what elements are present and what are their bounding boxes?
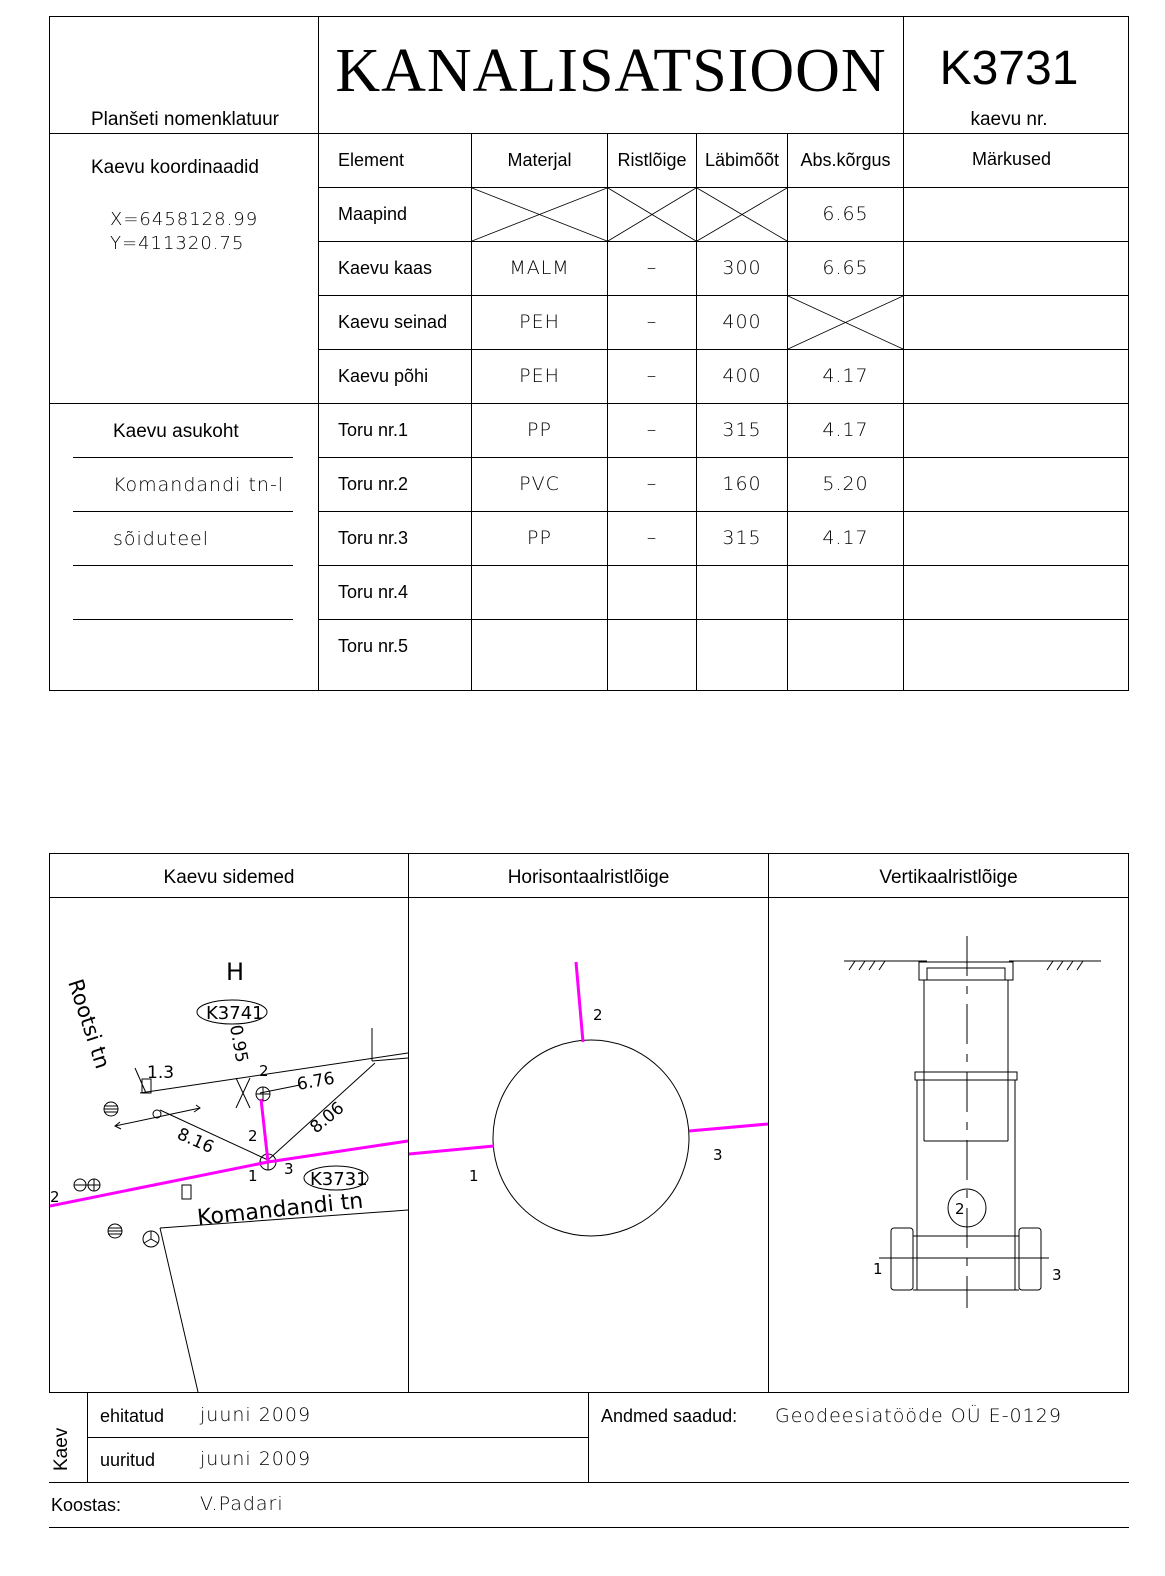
col-elevation: Abs.kõrgus <box>800 150 891 170</box>
row-element: Kaevu seinad <box>338 312 448 332</box>
v-label-2: 2 <box>955 1200 965 1218</box>
page-title: KANALISATSIOON <box>335 37 887 105</box>
coordinate-x: X=6458128.99 <box>110 209 259 230</box>
row-diameter: 400 <box>722 311 762 333</box>
author-label: Koostas: <box>51 1495 122 1515</box>
row-element: Maapind <box>338 204 408 224</box>
row-diameter: 400 <box>722 365 762 387</box>
cross-marks <box>0 0 1165 700</box>
row-material: PEH <box>519 365 560 387</box>
row-section: – <box>646 311 658 333</box>
location-label: Kaevu asukoht <box>113 421 239 442</box>
vertical-section <box>769 898 1128 1392</box>
dim-806: 8.06 <box>306 1098 349 1138</box>
pipe-mark-2b: 2 <box>259 1062 269 1080</box>
row-diameter: 315 <box>722 527 762 549</box>
row-section: – <box>646 365 658 387</box>
source-value: Geodeesiatööde OÜ E-0129 <box>775 1405 1062 1427</box>
built-value: juuni 2009 <box>200 1404 312 1426</box>
row-diameter: 160 <box>722 473 762 495</box>
dim-095: 0.95 <box>225 1023 252 1065</box>
plansheet-label: Planšeti nomenklatuur <box>91 109 279 130</box>
h-label-3: 3 <box>713 1146 723 1164</box>
row-section: – <box>646 527 658 549</box>
row-elevation: 4.17 <box>822 365 869 387</box>
row-material: PP <box>527 527 552 549</box>
well-no-label: kaevu nr. <box>970 109 1048 130</box>
site-sketch <box>50 898 408 1392</box>
row-diameter: 315 <box>722 419 762 441</box>
well-label-k3731: K3731 <box>310 1169 368 1190</box>
row-elevation: 5.20 <box>822 473 869 495</box>
inspected-value: juuni 2009 <box>200 1448 312 1470</box>
row-element: Toru nr.1 <box>338 420 409 440</box>
row-element: Toru nr.2 <box>338 474 409 494</box>
col-material: Materjal <box>507 150 572 170</box>
col-diameter: Läbimõõt <box>704 150 780 170</box>
pipe-mark-3: 3 <box>284 1160 294 1178</box>
row-element: Toru nr.4 <box>338 582 409 602</box>
pipe-mark-1: 1 <box>248 1167 258 1185</box>
panel-title-vertical: Vertikaalristlõige <box>879 867 1018 888</box>
col-section: Ristlõige <box>617 150 687 170</box>
h-label-1: 1 <box>469 1167 479 1185</box>
dim-13: 1.3 <box>147 1063 175 1083</box>
location-line-1: Komandandi tn-l <box>113 474 285 496</box>
location-line-2: sõiduteel <box>113 528 210 550</box>
row-element: Toru nr.3 <box>338 528 409 548</box>
row-element: Toru nr.5 <box>338 636 409 656</box>
row-material: MALM <box>509 257 570 279</box>
panel-title-horizontal: Horisontaalristlõige <box>507 867 670 888</box>
street-komandandi: Komandandi tn <box>196 1188 365 1231</box>
h-mark: H <box>226 958 245 986</box>
v-label-1: 1 <box>873 1260 883 1278</box>
row-material: PVC <box>519 473 560 495</box>
row-section: – <box>646 257 658 279</box>
coordinates-label: Kaevu koordinaadid <box>91 157 259 178</box>
row-material: PP <box>527 419 552 441</box>
panel-title-sidemed: Kaevu sidemed <box>163 867 295 888</box>
well-label-k3741: K3741 <box>206 1003 264 1024</box>
pipe-mark-2: 2 <box>248 1127 258 1145</box>
col-element: Element <box>338 150 405 170</box>
kaev-label: Kaev <box>51 1427 72 1471</box>
pipe-mark-edge: 2 <box>50 1188 60 1206</box>
dim-676: 6.76 <box>295 1068 337 1095</box>
source-label: Andmed saadud: <box>601 1406 738 1426</box>
row-elevation: 6.65 <box>822 203 869 225</box>
coordinate-y: Y=411320.75 <box>110 233 245 254</box>
row-section: – <box>646 473 658 495</box>
h-label-2: 2 <box>593 1006 603 1024</box>
horizontal-section <box>409 898 768 1392</box>
built-label: ehitatud <box>100 1406 165 1426</box>
v-label-3: 3 <box>1052 1266 1062 1284</box>
row-elevation: 6.65 <box>822 257 869 279</box>
row-diameter: 300 <box>722 257 762 279</box>
col-notes: Märkused <box>971 149 1052 169</box>
row-elevation: 4.17 <box>822 527 869 549</box>
dim-816: 8.16 <box>173 1124 217 1158</box>
row-element: Kaevu kaas <box>338 258 433 278</box>
row-elevation: 4.17 <box>822 419 869 441</box>
street-rootsi: Rootsi tn <box>63 976 115 1072</box>
row-section: – <box>646 419 658 441</box>
author-value: V.Padari <box>200 1493 284 1515</box>
inspected-label: uuritud <box>100 1450 156 1470</box>
well-id: K3731 <box>939 42 1079 95</box>
row-material: PEH <box>519 311 560 333</box>
row-element: Kaevu põhi <box>338 366 429 386</box>
